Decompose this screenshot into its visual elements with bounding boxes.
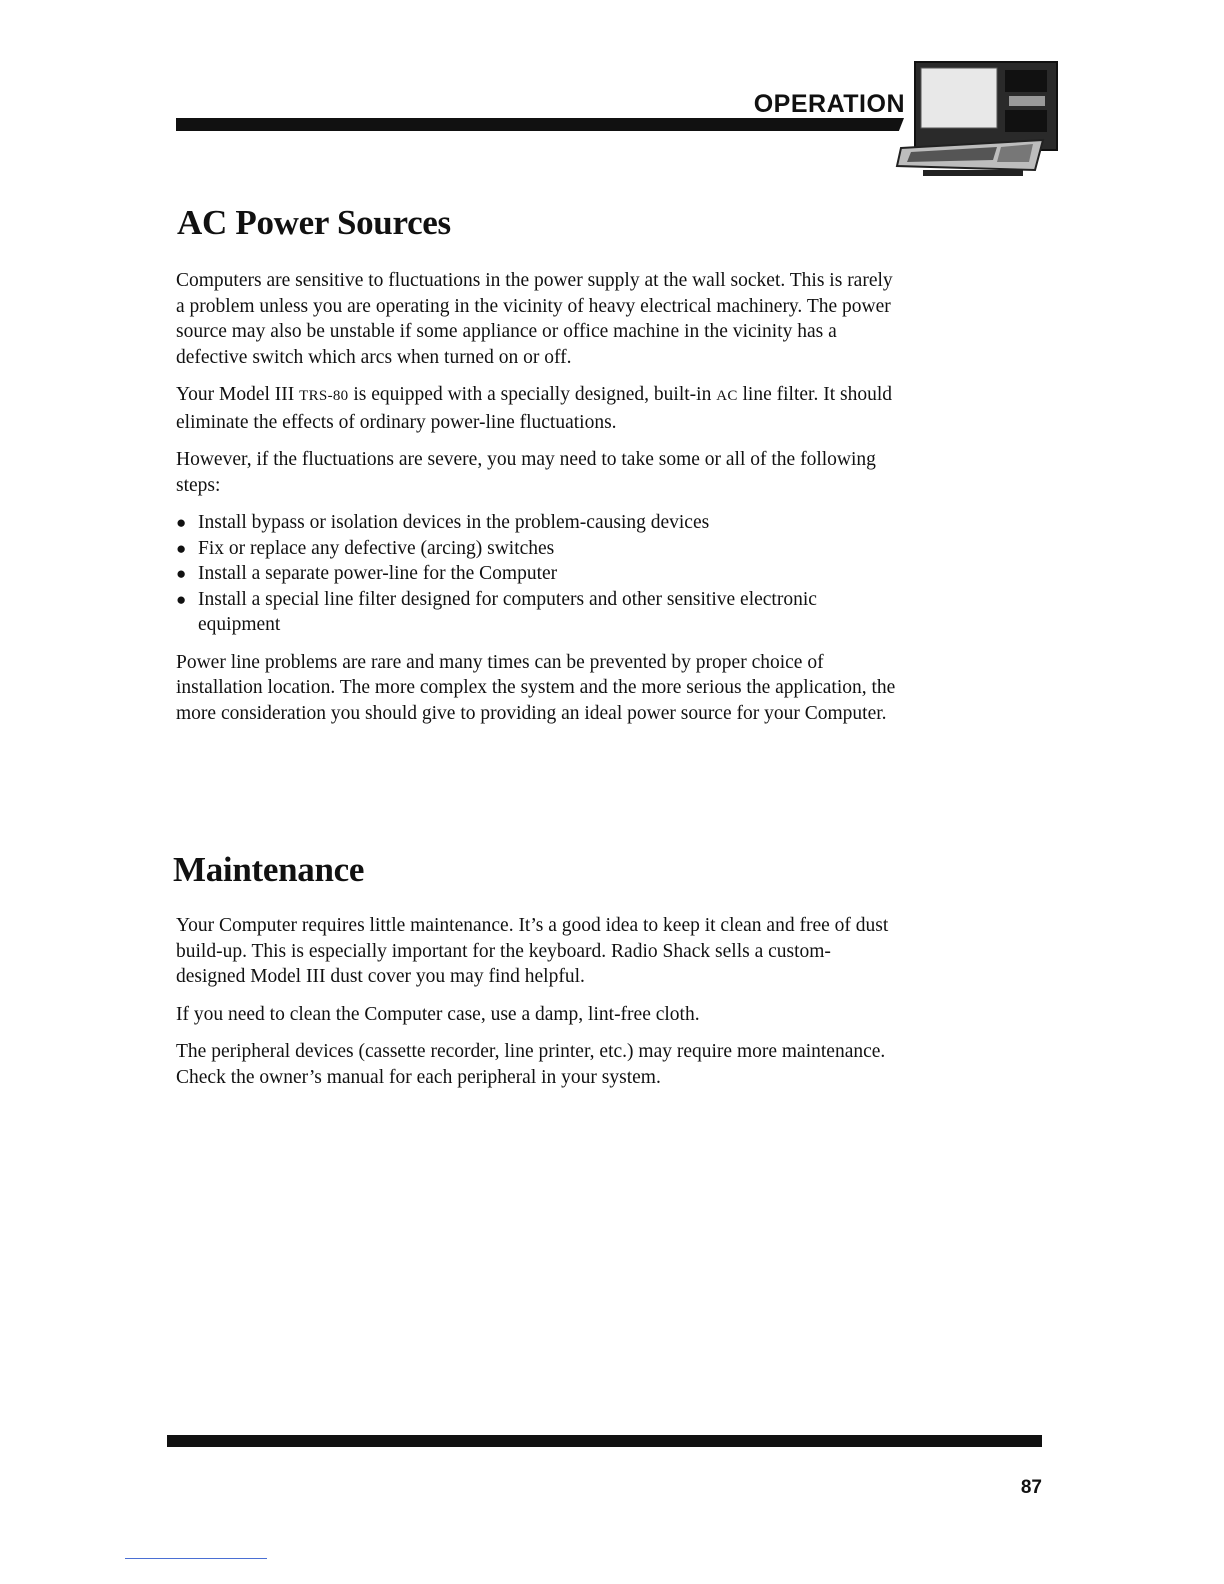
ac-paragraph-1: Computers are sensitive to fluctuations in the power supply at the wall socket. This is rarely a problem unless you are operating in the vicinity of heavy electrical machinery. The power source may also be unstable if some appliance or office machine in the vicinity has a defective switch which arcs when turned on or off. <box>176 270 893 368</box>
ac-steps-list <box>176 510 896 638</box>
scan-artifact-line <box>125 1558 267 1559</box>
list-item-text: Install a special line filter designed for computers and other sensitive electronic equipment <box>198 588 817 635</box>
maintenance-heading: Maintenance <box>173 850 365 889</box>
header-rule <box>176 118 904 131</box>
ac-paragraph-2-middle: is equipped with a specially designed, built-in <box>348 384 717 405</box>
bullet-icon: ● <box>176 538 187 558</box>
ac-paragraph-2-end: line filter. It should eliminate the effects of ordinary power-line fluctuations. <box>176 384 892 433</box>
list-item <box>176 510 896 536</box>
maintenance-paragraph-1: Your Computer requires little maintenance. It’s a good idea to keep it clean and free of dust build-up. This is especially important for the keyboard. Radio Shack sells a custom-designed Model III dust cover you may find helpful. <box>176 915 889 987</box>
page-number: 87 <box>1020 1477 1042 1498</box>
list-item-text: Install a separate power-line for the Computer <box>198 563 558 584</box>
maintenance-body <box>176 913 896 1102</box>
ac-power-sources-body <box>176 268 896 738</box>
ac-paragraph-2-start: Your Model III <box>176 384 300 405</box>
ac-power-sources-heading: AC Power Sources <box>177 203 451 242</box>
footer-rule <box>167 1435 1042 1447</box>
bullet-icon: ● <box>176 589 187 609</box>
list-item <box>176 561 896 587</box>
trs-80-abbreviation: TRS-80 <box>299 388 349 404</box>
list-item <box>176 587 896 638</box>
header-section-label: OPERATION <box>753 90 905 118</box>
ac-abbreviation: AC <box>716 388 738 404</box>
bullet-icon: ● <box>176 513 187 532</box>
maintenance-paragraph-3: The peripheral devices (cassette recorder, line printer, etc.) may require more maintenance. Check the owner’s manual for each peripheral in your system. <box>176 1041 886 1088</box>
list-item <box>176 536 896 562</box>
maintenance-paragraph-2: If you need to clean the Computer case, use a damp, lint-free cloth. <box>176 1003 700 1025</box>
list-item-text: Install bypass or isolation devices in the problem-causing devices <box>198 512 710 533</box>
list-item-text: Fix or replace any defective (arcing) switches <box>198 537 555 559</box>
ac-paragraph-4: Power line problems are rare and many times can be prevented by proper choice of installation location. The more complex the system and the more serious the application, the more consideration you should give to providing an ideal power source for your Computer. <box>176 651 896 724</box>
ac-paragraph-2 <box>176 382 896 435</box>
computer-icon <box>893 58 1061 180</box>
ac-paragraph-3: However, if the fluctuations are severe, you may need to take some or all of the following steps: <box>176 449 876 496</box>
bullet-icon: ● <box>176 564 187 583</box>
